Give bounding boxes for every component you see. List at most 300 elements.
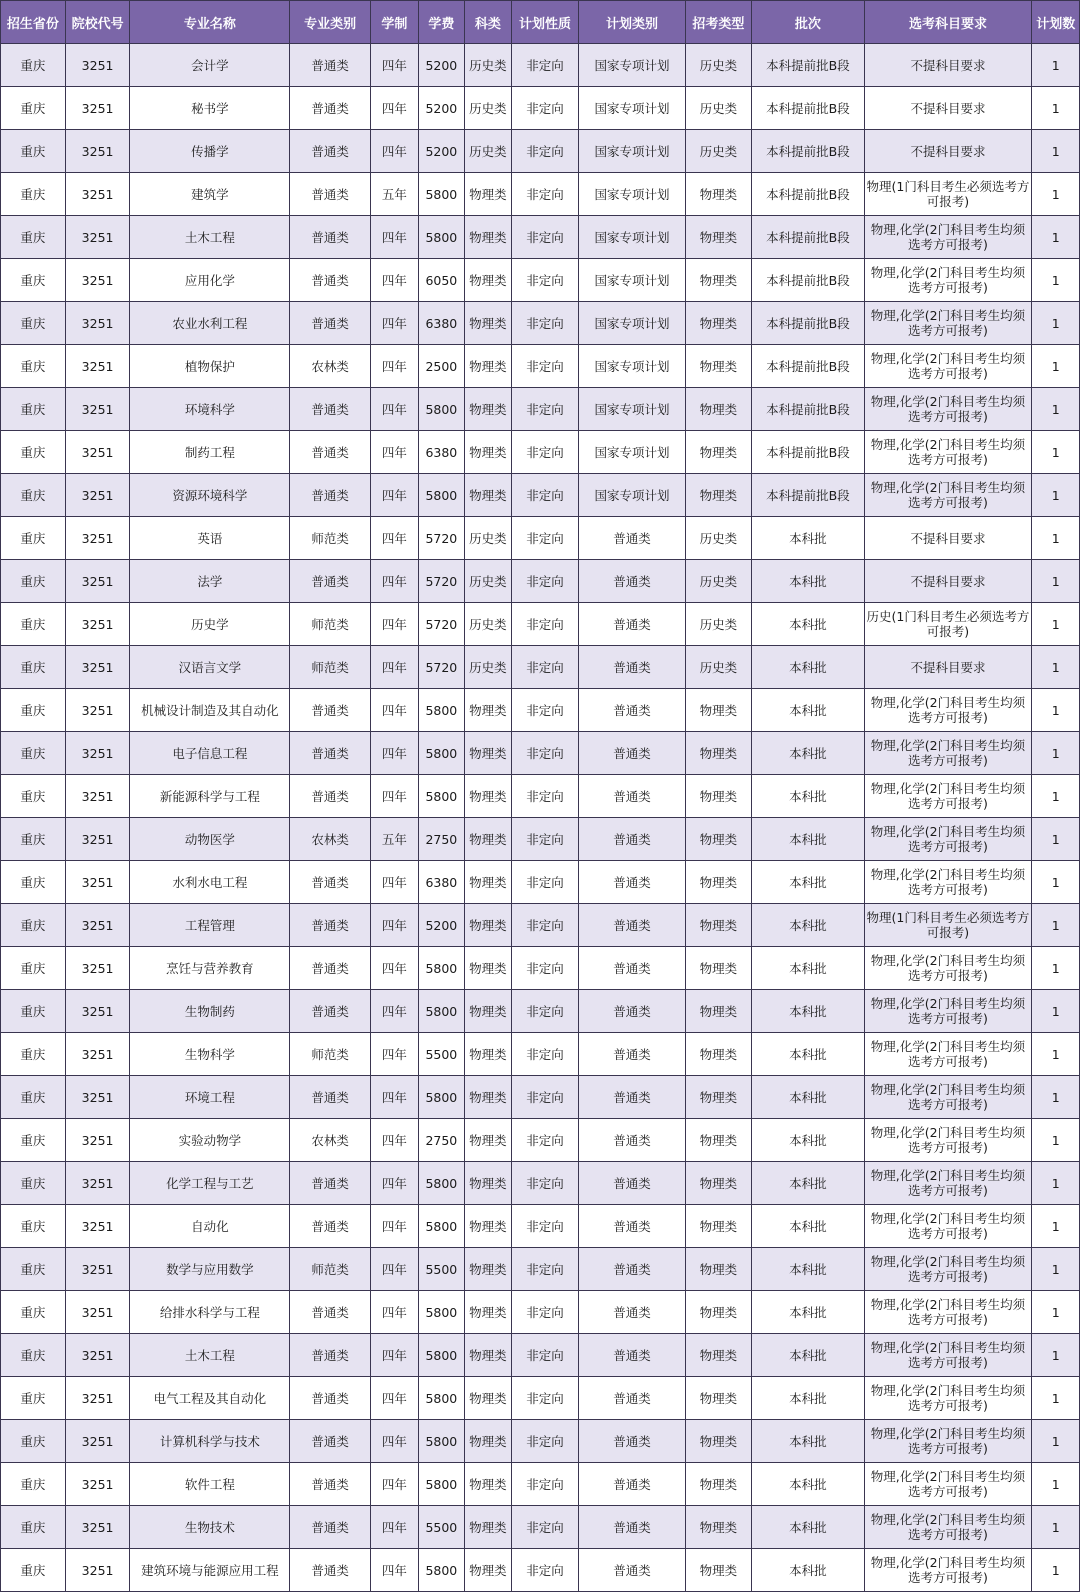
cell-plan-category: 普通类 [579,1377,685,1420]
cell-province: 重庆 [1,302,66,345]
cell-exam-type: 历史类 [685,646,752,689]
cell-province: 重庆 [1,431,66,474]
cell-plan-nature: 非定向 [511,87,579,130]
cell-province: 重庆 [1,517,66,560]
cell-subject-track: 物理类 [465,1291,512,1334]
cell-duration: 四年 [371,1248,419,1291]
cell-major-category: 农林类 [290,818,371,861]
cell-major-category: 普通类 [290,388,371,431]
column-header-duration: 学制 [371,1,419,44]
table-row [1,388,1080,431]
table-row [1,560,1080,603]
table-row [1,44,1080,87]
cell-tuition: 5800 [418,173,465,216]
column-header-exam-type: 招考类型 [685,1,752,44]
cell-batch: 本科批 [752,990,864,1033]
cell-plan-count: 1 [1032,302,1080,345]
table-row [1,431,1080,474]
table-row [1,947,1080,990]
cell-plan-count: 1 [1032,818,1080,861]
cell-plan-count: 1 [1032,990,1080,1033]
cell-province: 重庆 [1,560,66,603]
cell-duration: 四年 [371,990,419,1033]
table-row [1,646,1080,689]
cell-school-code: 3251 [65,1291,130,1334]
cell-major-name: 生物技术 [130,1506,290,1549]
cell-major-category: 普通类 [290,44,371,87]
cell-major-category: 普通类 [290,732,371,775]
cell-exam-type: 物理类 [685,904,752,947]
cell-province: 重庆 [1,818,66,861]
cell-province: 重庆 [1,775,66,818]
cell-plan-category: 普通类 [579,1248,685,1291]
cell-duration: 四年 [371,87,419,130]
cell-province: 重庆 [1,1377,66,1420]
table-row [1,603,1080,646]
cell-batch: 本科批 [752,1033,864,1076]
cell-major-category: 普通类 [290,431,371,474]
cell-plan-count: 1 [1032,431,1080,474]
cell-subject-requirement: 物理(1门科目考生必须选考方可报考) [864,904,1032,947]
cell-subject-track: 物理类 [465,474,512,517]
cell-plan-count: 1 [1032,517,1080,560]
cell-province: 重庆 [1,1205,66,1248]
cell-major-category: 农林类 [290,1119,371,1162]
cell-plan-category: 国家专项计划 [579,259,685,302]
cell-subject-requirement: 物理,化学(2门科目考生均须选考方可报考) [864,474,1032,517]
cell-major-category: 普通类 [290,87,371,130]
cell-subject-requirement: 物理,化学(2门科目考生均须选考方可报考) [864,1076,1032,1119]
column-header-major-category: 专业类别 [290,1,371,44]
cell-major-name: 烹饪与营养教育 [130,947,290,990]
cell-tuition: 5200 [418,87,465,130]
cell-plan-category: 普通类 [579,775,685,818]
cell-plan-category: 国家专项计划 [579,130,685,173]
cell-subject-requirement: 物理,化学(2门科目考生均须选考方可报考) [864,1506,1032,1549]
cell-plan-nature: 非定向 [511,603,579,646]
cell-duration: 四年 [371,130,419,173]
cell-major-category: 师范类 [290,646,371,689]
cell-tuition: 5720 [418,517,465,560]
cell-subject-requirement: 物理,化学(2门科目考生均须选考方可报考) [864,689,1032,732]
cell-duration: 四年 [371,861,419,904]
cell-subject-requirement: 物理,化学(2门科目考生均须选考方可报考) [864,1377,1032,1420]
cell-major-name: 实验动物学 [130,1119,290,1162]
cell-subject-requirement: 物理,化学(2门科目考生均须选考方可报考) [864,1205,1032,1248]
cell-province: 重庆 [1,861,66,904]
column-header-school-code: 院校代号 [65,1,130,44]
cell-exam-type: 物理类 [685,1506,752,1549]
cell-plan-nature: 非定向 [511,474,579,517]
cell-tuition: 6050 [418,259,465,302]
table-row [1,474,1080,517]
cell-batch: 本科批 [752,689,864,732]
cell-subject-track: 物理类 [465,732,512,775]
cell-subject-track: 物理类 [465,1334,512,1377]
table-row [1,1033,1080,1076]
cell-major-category: 普通类 [290,1162,371,1205]
cell-major-name: 软件工程 [130,1463,290,1506]
cell-batch: 本科提前批B段 [752,259,864,302]
cell-plan-count: 1 [1032,1162,1080,1205]
cell-school-code: 3251 [65,947,130,990]
cell-subject-track: 物理类 [465,1506,512,1549]
cell-tuition: 5200 [418,904,465,947]
cell-subject-track: 物理类 [465,173,512,216]
cell-province: 重庆 [1,1291,66,1334]
cell-province: 重庆 [1,1119,66,1162]
table-row [1,904,1080,947]
cell-plan-category: 普通类 [579,818,685,861]
cell-major-name: 水利水电工程 [130,861,290,904]
cell-plan-nature: 非定向 [511,345,579,388]
cell-subject-track: 物理类 [465,1076,512,1119]
cell-exam-type: 物理类 [685,990,752,1033]
cell-plan-count: 1 [1032,689,1080,732]
cell-tuition: 5200 [418,130,465,173]
cell-exam-type: 物理类 [685,1033,752,1076]
cell-subject-track: 物理类 [465,388,512,431]
cell-duration: 四年 [371,1420,419,1463]
cell-tuition: 5800 [418,1549,465,1592]
cell-batch: 本科批 [752,904,864,947]
cell-duration: 四年 [371,259,419,302]
cell-duration: 四年 [371,1463,419,1506]
table-row [1,1291,1080,1334]
cell-school-code: 3251 [65,216,130,259]
cell-school-code: 3251 [65,818,130,861]
cell-batch: 本科批 [752,560,864,603]
cell-batch: 本科批 [752,818,864,861]
cell-plan-nature: 非定向 [511,431,579,474]
cell-major-name: 化学工程与工艺 [130,1162,290,1205]
cell-exam-type: 物理类 [685,1076,752,1119]
cell-batch: 本科提前批B段 [752,474,864,517]
cell-exam-type: 历史类 [685,130,752,173]
table-row [1,517,1080,560]
cell-exam-type: 物理类 [685,947,752,990]
cell-plan-count: 1 [1032,732,1080,775]
cell-plan-nature: 非定向 [511,173,579,216]
cell-subject-requirement: 物理,化学(2门科目考生均须选考方可报考) [864,302,1032,345]
cell-duration: 四年 [371,947,419,990]
cell-tuition: 5800 [418,1205,465,1248]
cell-tuition: 5800 [418,1334,465,1377]
cell-exam-type: 物理类 [685,1463,752,1506]
cell-province: 重庆 [1,474,66,517]
cell-province: 重庆 [1,732,66,775]
table-row [1,259,1080,302]
cell-exam-type: 物理类 [685,1291,752,1334]
cell-batch: 本科批 [752,1377,864,1420]
cell-plan-count: 1 [1032,646,1080,689]
cell-exam-type: 物理类 [685,1162,752,1205]
cell-exam-type: 物理类 [685,431,752,474]
cell-major-name: 环境工程 [130,1076,290,1119]
cell-subject-requirement: 物理,化学(2门科目考生均须选考方可报考) [864,216,1032,259]
cell-tuition: 5800 [418,947,465,990]
cell-plan-category: 普通类 [579,861,685,904]
cell-school-code: 3251 [65,1420,130,1463]
cell-school-code: 3251 [65,474,130,517]
cell-plan-count: 1 [1032,173,1080,216]
cell-subject-track: 物理类 [465,818,512,861]
cell-subject-requirement: 不提科目要求 [864,517,1032,560]
cell-plan-count: 1 [1032,345,1080,388]
cell-duration: 四年 [371,517,419,560]
cell-subject-track: 物理类 [465,216,512,259]
cell-province: 重庆 [1,990,66,1033]
cell-subject-requirement: 不提科目要求 [864,44,1032,87]
cell-duration: 四年 [371,216,419,259]
cell-duration: 四年 [371,560,419,603]
cell-plan-category: 普通类 [579,1033,685,1076]
cell-batch: 本科提前批B段 [752,216,864,259]
cell-major-category: 普通类 [290,904,371,947]
cell-duration: 四年 [371,603,419,646]
cell-plan-nature: 非定向 [511,259,579,302]
cell-school-code: 3251 [65,1248,130,1291]
cell-province: 重庆 [1,646,66,689]
cell-plan-category: 普通类 [579,1291,685,1334]
cell-major-name: 电子信息工程 [130,732,290,775]
cell-tuition: 5800 [418,990,465,1033]
cell-school-code: 3251 [65,689,130,732]
cell-exam-type: 物理类 [685,732,752,775]
cell-province: 重庆 [1,1033,66,1076]
cell-major-name: 工程管理 [130,904,290,947]
cell-plan-category: 国家专项计划 [579,431,685,474]
cell-subject-track: 历史类 [465,517,512,560]
cell-duration: 四年 [371,1291,419,1334]
cell-plan-category: 普通类 [579,1119,685,1162]
cell-province: 重庆 [1,904,66,947]
cell-major-category: 普通类 [290,1205,371,1248]
cell-subject-track: 历史类 [465,560,512,603]
cell-plan-nature: 非定向 [511,990,579,1033]
cell-subject-track: 物理类 [465,689,512,732]
cell-plan-nature: 非定向 [511,388,579,431]
cell-subject-requirement: 物理,化学(2门科目考生均须选考方可报考) [864,947,1032,990]
cell-tuition: 6380 [418,302,465,345]
cell-plan-nature: 非定向 [511,1506,579,1549]
cell-school-code: 3251 [65,1334,130,1377]
cell-exam-type: 历史类 [685,517,752,560]
cell-plan-nature: 非定向 [511,130,579,173]
cell-plan-category: 普通类 [579,689,685,732]
table-row [1,216,1080,259]
cell-school-code: 3251 [65,990,130,1033]
cell-plan-category: 普通类 [579,517,685,560]
cell-exam-type: 物理类 [685,1334,752,1377]
cell-plan-nature: 非定向 [511,689,579,732]
cell-duration: 五年 [371,818,419,861]
cell-tuition: 5500 [418,1033,465,1076]
cell-plan-count: 1 [1032,87,1080,130]
cell-subject-requirement: 物理,化学(2门科目考生均须选考方可报考) [864,818,1032,861]
cell-tuition: 6380 [418,431,465,474]
cell-province: 重庆 [1,173,66,216]
cell-province: 重庆 [1,1076,66,1119]
cell-school-code: 3251 [65,904,130,947]
cell-major-category: 普通类 [290,1076,371,1119]
cell-subject-requirement: 物理,化学(2门科目考生均须选考方可报考) [864,345,1032,388]
cell-plan-count: 1 [1032,1377,1080,1420]
cell-major-category: 师范类 [290,603,371,646]
cell-batch: 本科批 [752,732,864,775]
cell-exam-type: 物理类 [685,1377,752,1420]
cell-duration: 四年 [371,1033,419,1076]
cell-school-code: 3251 [65,861,130,904]
cell-major-category: 普通类 [290,775,371,818]
cell-major-category: 师范类 [290,1033,371,1076]
cell-major-name: 新能源科学与工程 [130,775,290,818]
cell-batch: 本科批 [752,1463,864,1506]
cell-tuition: 5800 [418,732,465,775]
cell-plan-category: 普通类 [579,990,685,1033]
cell-subject-requirement: 不提科目要求 [864,87,1032,130]
cell-batch: 本科批 [752,1291,864,1334]
cell-subject-requirement: 物理,化学(2门科目考生均须选考方可报考) [864,1549,1032,1592]
cell-subject-requirement: 物理,化学(2门科目考生均须选考方可报考) [864,388,1032,431]
cell-major-name: 电气工程及其自动化 [130,1377,290,1420]
cell-exam-type: 历史类 [685,603,752,646]
cell-tuition: 5800 [418,1420,465,1463]
table-row [1,861,1080,904]
cell-plan-category: 国家专项计划 [579,216,685,259]
cell-tuition: 6380 [418,861,465,904]
cell-major-name: 历史学 [130,603,290,646]
column-header-subject-requirement: 选考科目要求 [864,1,1032,44]
cell-subject-requirement: 物理,化学(2门科目考生均须选考方可报考) [864,1463,1032,1506]
table-row [1,1377,1080,1420]
cell-subject-track: 物理类 [465,302,512,345]
cell-duration: 四年 [371,431,419,474]
cell-plan-category: 普通类 [579,1162,685,1205]
cell-batch: 本科提前批B段 [752,388,864,431]
cell-exam-type: 物理类 [685,259,752,302]
cell-duration: 四年 [371,1506,419,1549]
cell-exam-type: 物理类 [685,1119,752,1162]
cell-exam-type: 物理类 [685,775,752,818]
cell-major-category: 普通类 [290,474,371,517]
cell-subject-track: 物理类 [465,775,512,818]
cell-exam-type: 历史类 [685,44,752,87]
cell-plan-nature: 非定向 [511,904,579,947]
cell-duration: 四年 [371,904,419,947]
cell-province: 重庆 [1,1549,66,1592]
header-row [1,1,1080,44]
table-row [1,1334,1080,1377]
cell-plan-category: 普通类 [579,732,685,775]
cell-major-category: 普通类 [290,1463,371,1506]
cell-subject-requirement: 不提科目要求 [864,646,1032,689]
cell-subject-track: 物理类 [465,1119,512,1162]
cell-plan-nature: 非定向 [511,646,579,689]
cell-batch: 本科批 [752,603,864,646]
cell-exam-type: 物理类 [685,1248,752,1291]
cell-plan-category: 国家专项计划 [579,302,685,345]
cell-plan-category: 国家专项计划 [579,474,685,517]
cell-duration: 四年 [371,646,419,689]
cell-subject-track: 物理类 [465,861,512,904]
table-row [1,1248,1080,1291]
cell-tuition: 5800 [418,1162,465,1205]
cell-batch: 本科提前批B段 [752,130,864,173]
cell-school-code: 3251 [65,1076,130,1119]
cell-subject-requirement: 物理,化学(2门科目考生均须选考方可报考) [864,431,1032,474]
cell-plan-nature: 非定向 [511,1076,579,1119]
cell-tuition: 5720 [418,603,465,646]
cell-subject-requirement: 物理,化学(2门科目考生均须选考方可报考) [864,259,1032,302]
cell-subject-requirement: 物理,化学(2门科目考生均须选考方可报考) [864,1420,1032,1463]
cell-duration: 四年 [371,302,419,345]
cell-subject-track: 物理类 [465,947,512,990]
cell-major-name: 制药工程 [130,431,290,474]
cell-subject-requirement: 物理,化学(2门科目考生均须选考方可报考) [864,1291,1032,1334]
cell-plan-category: 国家专项计划 [579,345,685,388]
cell-duration: 四年 [371,689,419,732]
cell-school-code: 3251 [65,1205,130,1248]
cell-subject-requirement: 不提科目要求 [864,130,1032,173]
cell-batch: 本科批 [752,517,864,560]
cell-tuition: 5800 [418,1291,465,1334]
cell-subject-requirement: 物理,化学(2门科目考生均须选考方可报考) [864,861,1032,904]
cell-batch: 本科批 [752,1119,864,1162]
cell-province: 重庆 [1,1334,66,1377]
cell-exam-type: 历史类 [685,560,752,603]
cell-subject-track: 历史类 [465,130,512,173]
cell-province: 重庆 [1,1162,66,1205]
cell-plan-nature: 非定向 [511,1205,579,1248]
cell-major-name: 土木工程 [130,1334,290,1377]
cell-duration: 四年 [371,1549,419,1592]
cell-major-category: 普通类 [290,1291,371,1334]
cell-major-category: 普通类 [290,1334,371,1377]
cell-tuition: 5200 [418,44,465,87]
cell-batch: 本科批 [752,646,864,689]
cell-plan-category: 普通类 [579,1549,685,1592]
cell-plan-category: 普通类 [579,1334,685,1377]
table-row [1,1119,1080,1162]
cell-subject-track: 历史类 [465,646,512,689]
cell-province: 重庆 [1,1506,66,1549]
cell-province: 重庆 [1,947,66,990]
cell-plan-nature: 非定向 [511,1162,579,1205]
cell-major-category: 普通类 [290,302,371,345]
cell-subject-requirement: 物理,化学(2门科目考生均须选考方可报考) [864,1334,1032,1377]
table-row [1,818,1080,861]
cell-subject-requirement: 物理,化学(2门科目考生均须选考方可报考) [864,1162,1032,1205]
cell-school-code: 3251 [65,1119,130,1162]
cell-major-name: 资源环境科学 [130,474,290,517]
column-header-major-name: 专业名称 [130,1,290,44]
cell-plan-category: 普通类 [579,904,685,947]
cell-major-category: 普通类 [290,1377,371,1420]
cell-plan-count: 1 [1032,1205,1080,1248]
cell-province: 重庆 [1,130,66,173]
cell-plan-count: 1 [1032,1076,1080,1119]
cell-plan-nature: 非定向 [511,775,579,818]
cell-plan-count: 1 [1032,1291,1080,1334]
table-row [1,732,1080,775]
cell-plan-nature: 非定向 [511,560,579,603]
table-row [1,345,1080,388]
cell-school-code: 3251 [65,1549,130,1592]
cell-exam-type: 物理类 [685,818,752,861]
cell-province: 重庆 [1,689,66,732]
cell-plan-count: 1 [1032,1334,1080,1377]
